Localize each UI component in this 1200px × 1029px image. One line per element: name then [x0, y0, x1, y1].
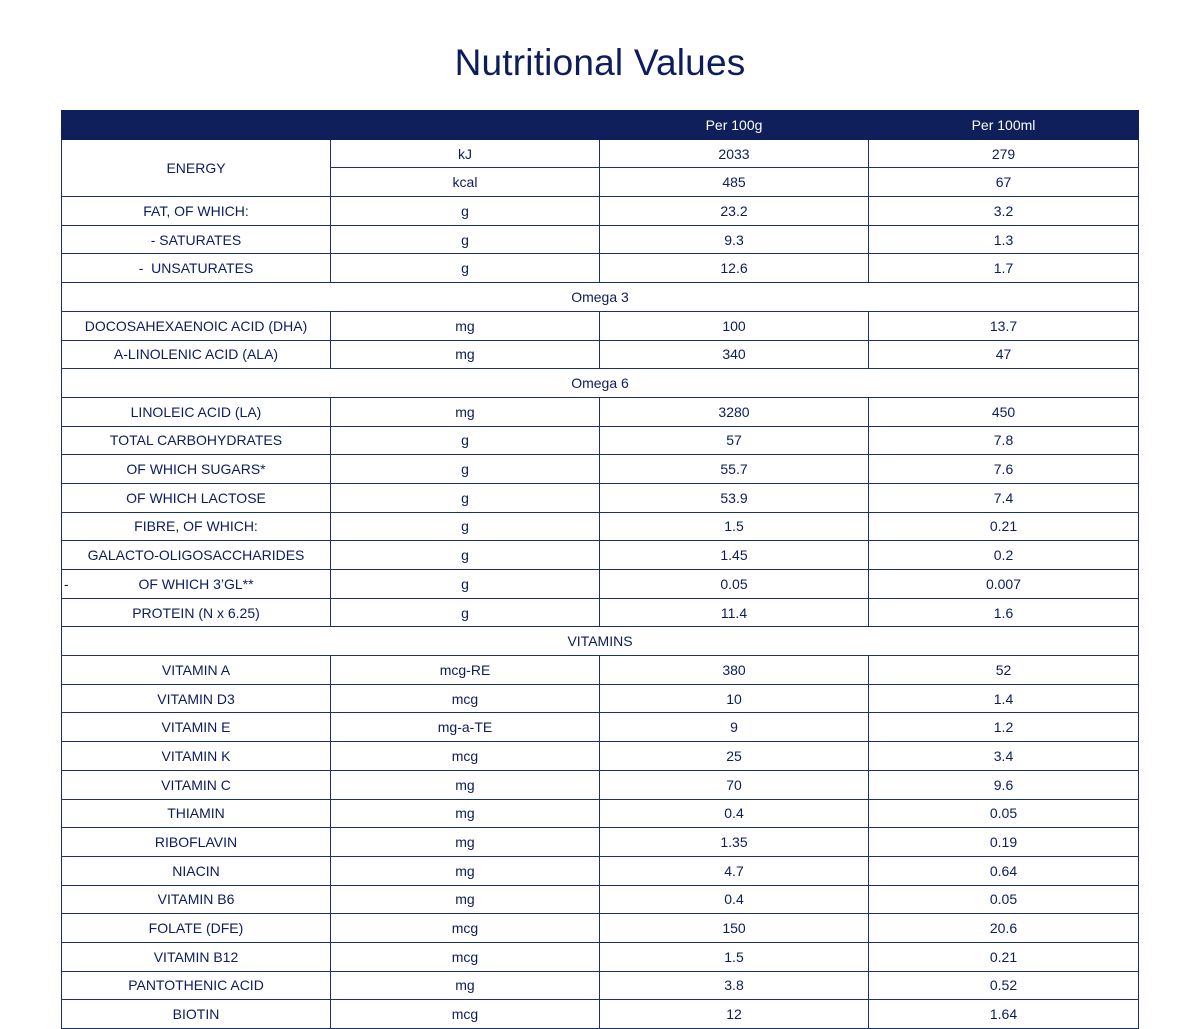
per-100ml-cell: 1.4	[869, 684, 1139, 713]
unit-cell: mg	[331, 828, 600, 857]
page-title: Nutritional Values	[454, 42, 746, 83]
per-100ml-cell: 279	[869, 139, 1139, 168]
nutrient-name: FOLATE (DFE)	[62, 914, 331, 943]
per-100ml-cell: 7.4	[869, 483, 1139, 512]
table-row	[62, 971, 1139, 1000]
table-row	[62, 598, 1139, 627]
per-100g-cell: 1.5	[600, 942, 869, 971]
per-100ml-cell: 7.8	[869, 426, 1139, 455]
per-100g-cell: 2033	[600, 139, 869, 168]
nutrient-name: NIACIN	[62, 856, 331, 885]
unit-cell: g	[331, 455, 600, 484]
table-row	[62, 770, 1139, 799]
per-100g-cell: 4.7	[600, 856, 869, 885]
per-100ml-cell: 0.05	[869, 885, 1139, 914]
nutrient-name: - UNSATURATES	[62, 254, 331, 283]
nutrient-name: FAT, OF WHICH:	[62, 197, 331, 226]
per-100g-cell: 57	[600, 426, 869, 455]
unit-cell: g	[331, 598, 600, 627]
nutrient-name: BIOTIN	[62, 1000, 331, 1029]
nutrient-name: RIBOFLAVIN	[62, 828, 331, 857]
per-100g-cell: 23.2	[600, 197, 869, 226]
per-100g-cell: 485	[600, 168, 869, 197]
per-100ml-cell: 1.64	[869, 1000, 1139, 1029]
nutrient-name: DOCOSAHEXAENOIC ACID (DHA)	[62, 311, 331, 340]
table-row	[62, 139, 1139, 168]
nutrient-name: VITAMIN B12	[62, 942, 331, 971]
per-100ml-cell: 47	[869, 340, 1139, 369]
unit-cell: mg-a-TE	[331, 713, 600, 742]
unit-cell: mg	[331, 799, 600, 828]
table-row	[62, 512, 1139, 541]
table-header	[62, 111, 1139, 140]
nutrient-name: VITAMIN B6	[62, 885, 331, 914]
unit-cell: g	[331, 570, 600, 599]
nutrient-name: VITAMIN E	[62, 713, 331, 742]
section-row	[62, 369, 1139, 398]
unit-cell: mcg	[331, 1000, 600, 1029]
section-vitamins: VITAMINS	[62, 627, 1139, 656]
per-100g-cell: 9.3	[600, 225, 869, 254]
unit-cell: kJ	[331, 139, 600, 168]
table-row	[62, 742, 1139, 771]
unit-cell: g	[331, 512, 600, 541]
unit-cell: mcg	[331, 684, 600, 713]
nutrient-name: VITAMIN A	[62, 656, 331, 685]
per-100ml-cell: 0.19	[869, 828, 1139, 857]
nutrient-name: TOTAL CARBOHYDRATES	[62, 426, 331, 455]
nutrient-name: PANTOTHENIC ACID	[62, 971, 331, 1000]
nutrient-name: OF WHICH LACTOSE	[62, 483, 331, 512]
table-body	[62, 139, 1139, 655]
per-100g-cell: 12	[600, 1000, 869, 1029]
per-100ml-cell: 0.2	[869, 541, 1139, 570]
per-100ml-cell: 9.6	[869, 770, 1139, 799]
nutrient-name-cell	[62, 570, 331, 599]
unit-cell: mcg	[331, 742, 600, 771]
per-100ml-cell: 13.7	[869, 311, 1139, 340]
nutrient-name: OF WHICH 3’GL**	[138, 575, 254, 592]
table-row	[62, 914, 1139, 943]
table-row	[62, 885, 1139, 914]
per-100ml-cell: 1.7	[869, 254, 1139, 283]
per-100g-cell: 25	[600, 742, 869, 771]
unit-cell: mg	[331, 340, 600, 369]
nutrient-name: FIBRE, OF WHICH:	[62, 512, 331, 541]
table-row	[62, 340, 1139, 369]
per-100g-cell: 10	[600, 684, 869, 713]
table-row	[62, 254, 1139, 283]
table-row	[62, 1000, 1139, 1029]
nutrition-table	[61, 110, 1139, 1029]
table-row	[62, 942, 1139, 971]
unit-cell: kcal	[331, 168, 600, 197]
per-100g-cell: 11.4	[600, 598, 869, 627]
per-100g-cell: 0.05	[600, 570, 869, 599]
section-row	[62, 283, 1139, 312]
per-100ml-cell: 20.6	[869, 914, 1139, 943]
nutrient-name: THIAMIN	[62, 799, 331, 828]
per-100ml-cell: 0.52	[869, 971, 1139, 1000]
per-100g-cell: 55.7	[600, 455, 869, 484]
unit-cell: g	[331, 197, 600, 226]
per-100ml-cell: 0.21	[869, 512, 1139, 541]
per-100g-cell: 3280	[600, 397, 869, 426]
per-100ml-cell: 1.3	[869, 225, 1139, 254]
section-omega-3: Omega 3	[62, 283, 1139, 312]
per-100ml-cell: 52	[869, 656, 1139, 685]
per-100g-cell: 1.45	[600, 541, 869, 570]
table-row	[62, 455, 1139, 484]
table-row	[62, 426, 1139, 455]
per-100ml-cell: 7.6	[869, 455, 1139, 484]
per-100g-cell: 380	[600, 656, 869, 685]
per-100ml-cell: 0.007	[869, 570, 1139, 599]
table-row	[62, 570, 1139, 599]
per-100ml-cell: 1.6	[869, 598, 1139, 627]
per-100ml-cell: 67	[869, 168, 1139, 197]
per-100g-cell: 53.9	[600, 483, 869, 512]
per-100g-cell: 100	[600, 311, 869, 340]
unit-cell: g	[331, 483, 600, 512]
lead-dash: -	[64, 575, 69, 592]
table-row	[62, 684, 1139, 713]
per-100ml-cell: 3.4	[869, 742, 1139, 771]
nutrient-name: PROTEIN (N x 6.25)	[62, 598, 331, 627]
per-100g-cell: 12.6	[600, 254, 869, 283]
per-100g-cell: 1.35	[600, 828, 869, 857]
per-100g-cell: 3.8	[600, 971, 869, 1000]
table-row	[62, 397, 1139, 426]
per-100g-cell: 70	[600, 770, 869, 799]
per-100ml-cell: 0.64	[869, 856, 1139, 885]
header-row	[62, 111, 1139, 140]
table-row	[62, 541, 1139, 570]
unit-cell: mg	[331, 885, 600, 914]
section-omega-6: Omega 6	[62, 369, 1139, 398]
nutrient-name: VITAMIN D3	[62, 684, 331, 713]
nutrient-name: GALACTO-OLIGOSACCHARIDES	[62, 541, 331, 570]
nutrient-name: VITAMIN K	[62, 742, 331, 771]
header-per-100ml: Per 100ml	[869, 111, 1139, 140]
header-unit	[331, 111, 600, 140]
unit-cell: mg	[331, 311, 600, 340]
unit-cell: mcg-RE	[331, 656, 600, 685]
unit-cell: mcg	[331, 914, 600, 943]
per-100ml-cell: 0.05	[869, 799, 1139, 828]
unit-cell: mg	[331, 971, 600, 1000]
per-100ml-cell: 450	[869, 397, 1139, 426]
per-100g-cell: 0.4	[600, 799, 869, 828]
unit-cell: mcg	[331, 942, 600, 971]
header-per-100g: Per 100g	[600, 111, 869, 140]
unit-cell: g	[331, 225, 600, 254]
per-100g-cell: 0.4	[600, 885, 869, 914]
table-row	[62, 311, 1139, 340]
per-100ml-cell: 3.2	[869, 197, 1139, 226]
per-100g-cell: 150	[600, 914, 869, 943]
vitamin-rows	[62, 656, 1139, 1029]
table-row	[62, 828, 1139, 857]
nutrient-name: LINOLEIC ACID (LA)	[62, 397, 331, 426]
per-100g-cell: 9	[600, 713, 869, 742]
table-row	[62, 197, 1139, 226]
table-row	[62, 713, 1139, 742]
nutrient-name: OF WHICH SUGARS*	[62, 455, 331, 484]
per-100ml-cell: 1.2	[869, 713, 1139, 742]
unit-cell: g	[331, 254, 600, 283]
table-row	[62, 799, 1139, 828]
table-row	[62, 856, 1139, 885]
unit-cell: mg	[331, 856, 600, 885]
nutrient-name: - SATURATES	[62, 225, 331, 254]
header-nutrient	[62, 111, 331, 140]
unit-cell: mg	[331, 397, 600, 426]
unit-cell: g	[331, 541, 600, 570]
section-row	[62, 627, 1139, 656]
unit-cell: g	[331, 426, 600, 455]
table-row	[62, 483, 1139, 512]
nutrient-name: A-LINOLENIC ACID (ALA)	[62, 340, 331, 369]
energy-label: ENERGY	[62, 139, 331, 196]
table-row	[62, 656, 1139, 685]
table-row	[62, 225, 1139, 254]
per-100g-cell: 340	[600, 340, 869, 369]
per-100g-cell: 1.5	[600, 512, 869, 541]
per-100ml-cell: 0.21	[869, 942, 1139, 971]
unit-cell: mg	[331, 770, 600, 799]
nutrient-name: VITAMIN C	[62, 770, 331, 799]
